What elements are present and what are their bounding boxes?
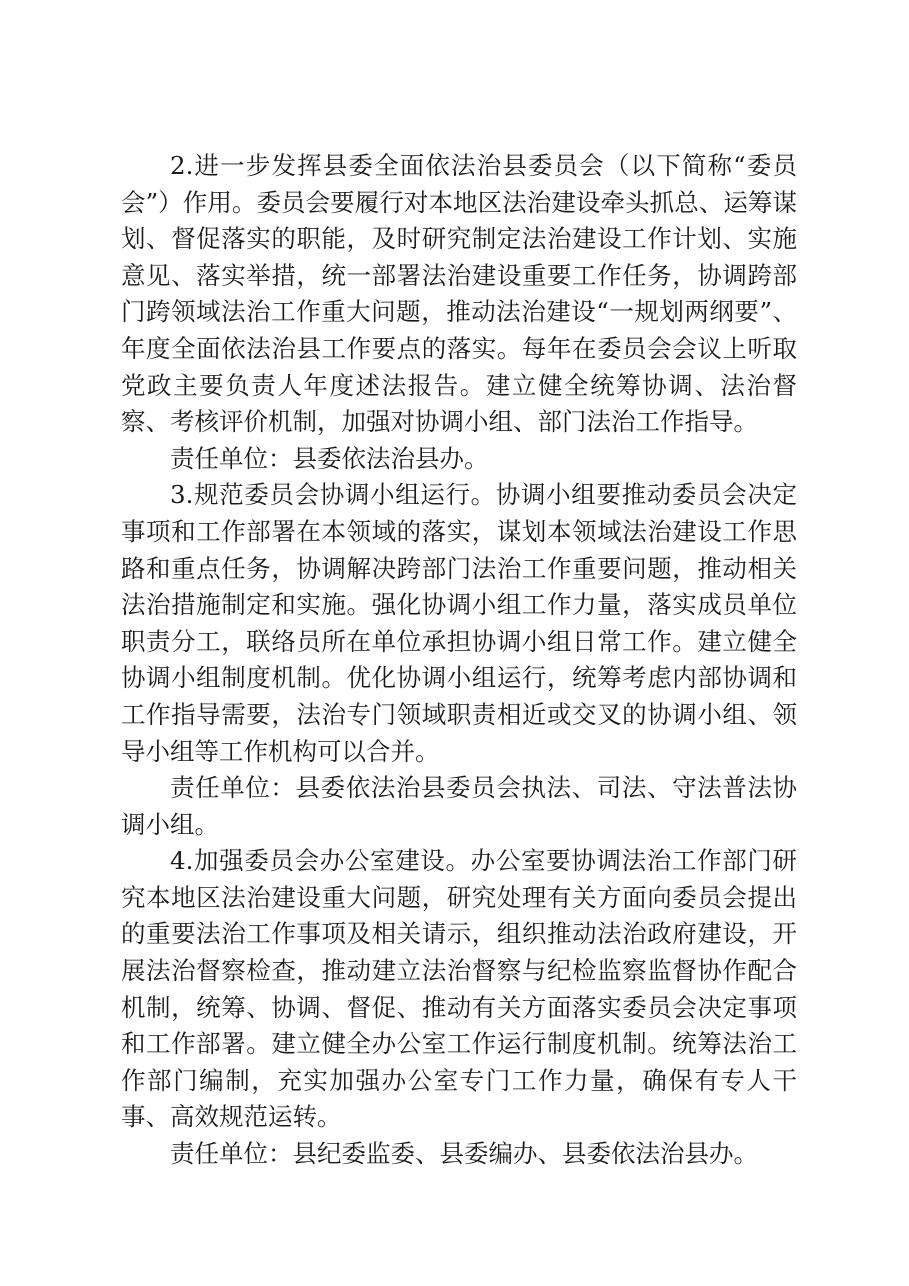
responsibility-unit-item-3: 责任单位：县委依法治县委员会执法、司法、守法普法协调小组。 [121,773,797,839]
paragraph-item-3: 3.规范委员会协调小组运行。协调小组要推动委员会决定事项和工作部署在本领域的落实，谋划本领域法治建设工作思路和重点任务，协调解决跨部门法治工作重要问题，推动相关法治措施制定和实施。强化协调小组工作力量，落实成员单位职责分工，联络员所在单位承担协调小组日常工作。建立健全协调小组制度机制。优化协调小组运行，统筹考虑内部协调和工作指导需要，法治专门领域职责相近或交叉的协调小组、领导小组等工作机构可以合并。 [121,480,797,766]
paragraph-item-2: 2.进一步发挥县委全面依法治县委员会（以下简称“委员会”）作用。委员会要履行对本地区法治建设牵头抓总、运筹谋划、督促落实的职能，及时研究制定法治建设工作计划、实施意见、落实举措，统一部署法治建设重要工作任务，协调跨部门跨领域法治工作重大问题，推动法治建设“一规划两纲要”、年度全面依法治县工作要点的落实。每年在委员会会议上听取党政主要负责人年度述法报告。建立健全统筹协调、法治督察、考核评价机制，加强对协调小组、部门法治工作指导。 [121,151,797,437]
document-body [121,148,797,1173]
paragraph-item-4: 4.加强委员会办公室建设。办公室要协调法治工作部门研究本地区法治建设重大问题，研究处理有关方面向委员会提出的重要法治工作事项及相关请示，组织推动法治政府建设，开展法治督察检查，推动建立法治督察与纪检监察监督协作配合机制，统筹、协调、督促、推动有关方面落实委员会决定事项和工作部署。建立健全办公室工作运行制度机制。统筹法治工作部门编制，充实加强办公室专门工作力量，确保有专人干事、高效规范运转。 [121,846,797,1132]
responsibility-unit-item-4: 责任单位：县纪委监委、县委编办、县委依法治县办。 [170,1139,758,1169]
responsibility-unit-item-2: 责任单位：县委依法治县办。 [170,443,489,473]
